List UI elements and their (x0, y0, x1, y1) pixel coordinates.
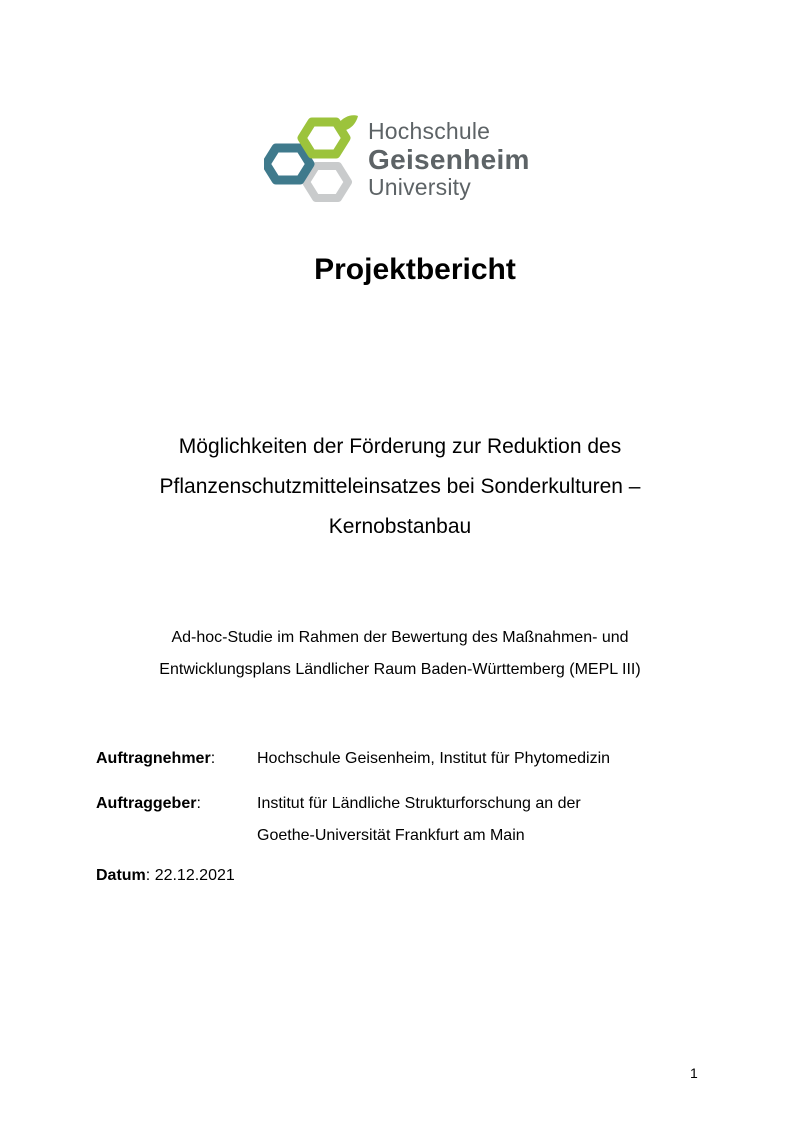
client-row (96, 791, 736, 855)
hexagon-logo-icon (264, 114, 364, 206)
logo-wordmark (368, 120, 530, 199)
report-metadata (96, 746, 736, 895)
client-value-line: Goethe-Universität Frankfurt am Main (257, 827, 525, 844)
client-label: Auftraggeber: (96, 795, 201, 812)
report-title: Projektbericht (314, 253, 516, 286)
logo-line-hochschule: Hochschule (368, 118, 491, 144)
contractor-value: Hochschule Geisenheim, Institut für Phytomedizin (257, 750, 611, 767)
contractor-row (96, 746, 736, 778)
date-value: 22.12.2021 (154, 867, 235, 884)
page-number: 1 (690, 1065, 698, 1081)
logo-line-university: University (368, 174, 471, 200)
study-title-line: Kernobstanbau (328, 515, 472, 538)
client-value (257, 791, 581, 855)
date-label: Datum (96, 867, 146, 884)
logo-line-geisenheim: Geisenheim (368, 144, 530, 175)
study-title-line: Pflanzenschutzmitteleinsatzes bei Sonderkulturen – (159, 475, 641, 498)
client-value-line: Institut für Ländliche Strukturforschung an der (257, 795, 581, 812)
date-field: Datum: 22.12.2021 (96, 867, 235, 884)
date-row (96, 863, 736, 895)
subtitle-line: Entwicklungsplans Ländlicher Raum Baden-Württemberg (MEPL III) (159, 661, 641, 678)
contractor-label: Auftragnehmer: (96, 750, 216, 767)
subtitle-line: Ad-hoc-Studie im Rahmen der Bewertung des Maßnahmen- und (171, 629, 629, 646)
study-title (100, 427, 700, 547)
study-subtitle (80, 622, 720, 686)
university-logo (264, 114, 544, 206)
study-title-line: Möglichkeiten der Förderung zur Reduktion des (178, 435, 622, 458)
